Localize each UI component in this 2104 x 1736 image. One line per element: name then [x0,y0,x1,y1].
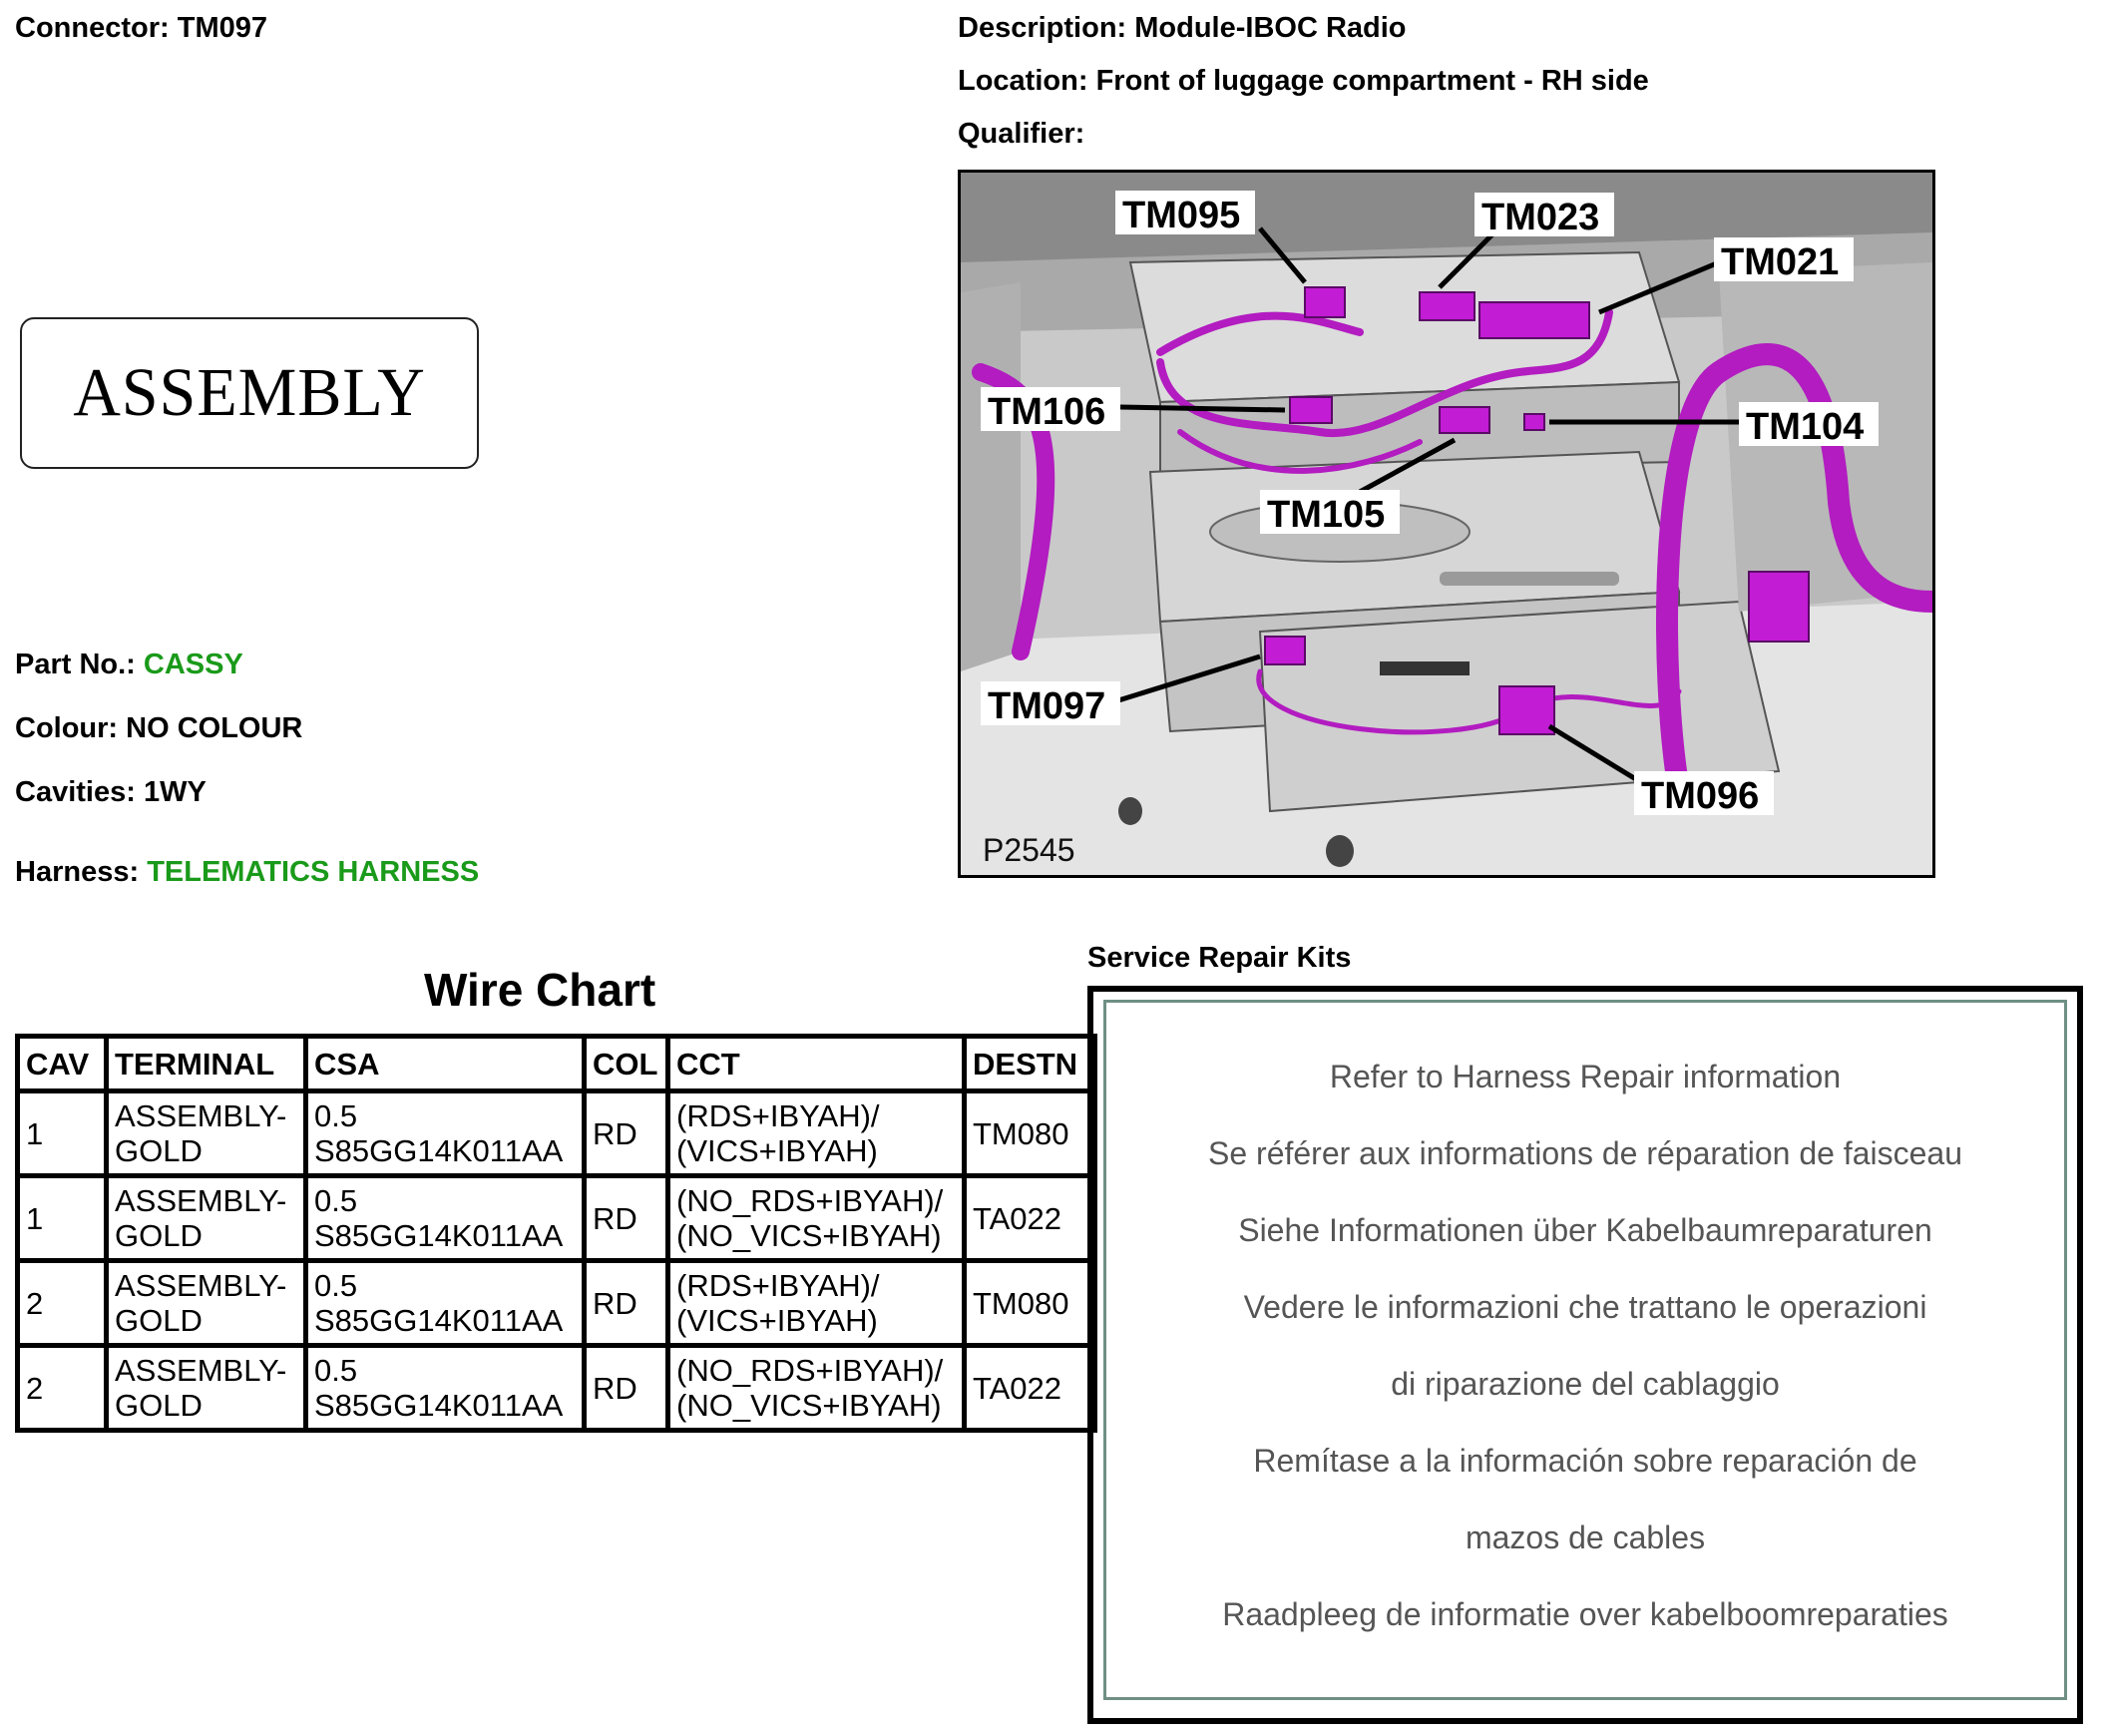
srk-line-en: Refer to Harness Repair information [1329,1059,1842,1094]
service-repair-kits-panel [1087,986,2083,1724]
part-no-value[interactable]: CASSY [143,649,243,680]
qualifier-line [958,118,1084,151]
cell-destn: TM080 [965,1261,1095,1346]
service-repair-kits-inner [1103,1000,2067,1700]
cell-destn: TM080 [965,1091,1095,1176]
location-line [958,65,1649,98]
part-no-label: Part No.: [15,649,136,680]
srk-line-es-2: mazos de cables [1465,1519,1706,1555]
wire-chart-header-row [18,1037,1095,1091]
wire-chart-title: Wire Chart [424,964,656,1016]
cell-cct: (NO_RDS+IBYAH)/ (NO_VICS+IBYAH) [668,1176,965,1261]
callout-tm104: TM104 [1746,406,1865,448]
location-label: Location: [958,65,1088,97]
location-value: Front of luggage compartment - RH side [1095,65,1649,97]
cell-cct: (RDS+IBYAH)/ (VICS+IBYAH) [668,1261,965,1346]
cell-csa: 0.5 S85GG14K011AA [306,1176,585,1261]
callout-tm021: TM021 [1721,241,1840,283]
colour-value: NO COLOUR [126,712,303,744]
cell-cav: 1 [18,1176,107,1261]
srk-line-it-1: Vedere le informazioni che trattano le operazioni [1243,1289,1927,1325]
col-terminal: TERMINAL [107,1037,306,1091]
callout-tm096: TM096 [1641,775,1760,817]
callout-tm095: TM095 [1122,195,1241,236]
cell-terminal: ASSEMBLY- GOLD [107,1176,306,1261]
connector-value: TM097 [177,12,267,44]
srk-line-nl: Raadpleeg de informatie over kabelboomreparaties [1222,1596,1948,1632]
harness-label: Harness: [15,856,140,888]
srk-line-fr: Se référer aux informations de réparation de faisceau [1208,1135,1962,1171]
harness-line [15,856,479,889]
harness-value[interactable]: TELEMATICS HARNESS [147,856,480,888]
srk-line-de: Siehe Informationen über Kabelbaumreparaturen [1238,1212,1932,1248]
cell-cct: (NO_RDS+IBYAH)/ (NO_VICS+IBYAH) [668,1346,965,1431]
location-illustration [961,173,1932,875]
table-row [18,1176,1095,1261]
srk-line-es-1: Remítase a la información sobre reparación de [1253,1443,1917,1479]
cell-terminal: ASSEMBLY- GOLD [107,1091,306,1176]
col-csa: CSA [306,1037,585,1091]
description-label: Description: [958,12,1127,44]
col-col: COL [585,1037,668,1091]
callout-tm023: TM023 [1481,197,1600,238]
cell-terminal: ASSEMBLY- GOLD [107,1346,306,1431]
qualifier-label: Qualifier: [958,118,1085,150]
image-reference: P2545 [983,832,1075,868]
cell-destn: TA022 [965,1346,1095,1431]
cavities-label: Cavities: [15,776,136,808]
cavities-line [15,776,207,809]
cell-cav: 2 [18,1346,107,1431]
description-value: Module-IBOC Radio [1134,12,1407,44]
description-line [958,12,1407,45]
cell-destn: TA022 [965,1176,1095,1261]
cell-csa: 0.5 S85GG14K011AA [306,1346,585,1431]
srk-line-it-2: di riparazione del cablaggio [1391,1366,1780,1402]
callout-tm105: TM105 [1267,494,1386,536]
table-row [18,1346,1095,1431]
cell-col: RD [585,1176,668,1261]
colour-label: Colour: [15,712,119,744]
connector-line [15,12,267,45]
assembly-text: ASSEMBLY [73,354,426,431]
colour-line [15,712,302,745]
wire-chart-table [15,1034,1097,1433]
cell-col: RD [585,1091,668,1176]
col-destn: DESTN [965,1037,1095,1091]
cell-cav: 2 [18,1261,107,1346]
cell-csa: 0.5 S85GG14K011AA [306,1091,585,1176]
cell-col: RD [585,1261,668,1346]
connector-location-image [958,170,1935,878]
col-cct: CCT [668,1037,965,1091]
cell-col: RD [585,1346,668,1431]
callout-tm097: TM097 [988,685,1106,727]
cell-csa: 0.5 S85GG14K011AA [306,1261,585,1346]
table-row [18,1091,1095,1176]
cell-cct: (RDS+IBYAH)/ (VICS+IBYAH) [668,1091,965,1176]
table-row [18,1261,1095,1346]
part-no-line [15,649,243,681]
connector-label: Connector: [15,12,170,44]
cell-cav: 1 [18,1091,107,1176]
assembly-symbol-box [20,317,479,469]
col-cav: CAV [18,1037,107,1091]
service-repair-kits-title: Service Repair Kits [1087,942,1352,974]
cavities-value: 1WY [143,776,207,808]
cell-terminal: ASSEMBLY- GOLD [107,1261,306,1346]
callout-tm106: TM106 [988,391,1106,433]
